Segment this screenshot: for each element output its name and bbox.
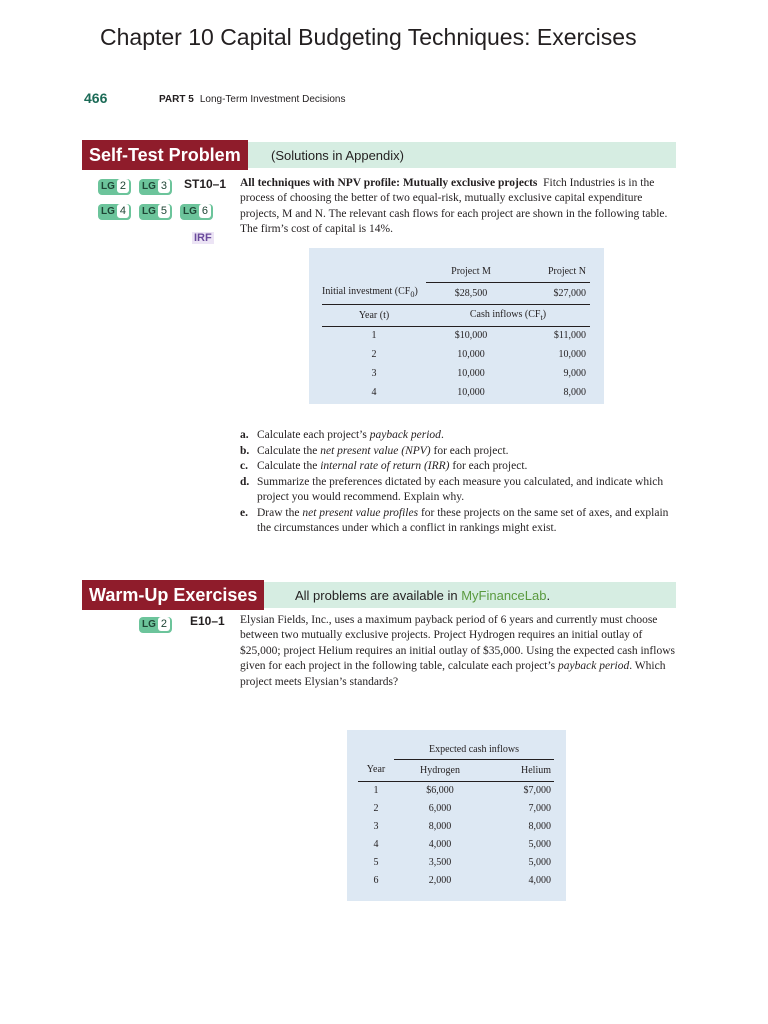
table-cell: 4 xyxy=(373,838,379,850)
table-cell: $10,000 xyxy=(454,330,488,342)
column-header: Project M xyxy=(451,266,491,278)
table-cell: 8,000 xyxy=(428,820,452,832)
column-group-header: Cash inflows $(CF_t)$ xyxy=(426,304,590,326)
table-cell: $27,000 xyxy=(516,282,590,304)
problem-code: E10–1 xyxy=(190,614,225,628)
warm-up-banner xyxy=(82,582,676,608)
table-cell: 7,000 xyxy=(528,802,551,814)
table-cell: 4,000 xyxy=(528,874,551,886)
table-cell: $7,000 xyxy=(523,784,551,796)
problem-code: ST10–1 xyxy=(184,177,227,191)
table-cell: 5,000 xyxy=(528,838,551,850)
self-test-title: Self-Test Problem xyxy=(82,140,248,170)
column-header: Hydrogen xyxy=(394,759,486,781)
table-cell: 3,500 xyxy=(428,856,452,868)
column-header: Helium xyxy=(486,759,554,781)
table-cell: $11,000 xyxy=(553,330,586,342)
table-cell: 10,000 xyxy=(558,349,586,360)
learning-goal-badge: LG 6 xyxy=(180,204,213,220)
part-label: PART 5 xyxy=(159,94,194,105)
cash-flow-table xyxy=(322,262,590,402)
learning-goal-badge: LG 5 xyxy=(139,204,172,220)
chapter-title: Chapter 10 Capital Budgeting Techniques: Exercises xyxy=(100,24,637,50)
row-label: Initial investment $(CF_0)$ xyxy=(322,286,418,300)
warm-up-title: Warm-Up Exercises xyxy=(82,580,264,610)
table-cell: 8,000 xyxy=(528,820,551,832)
problem-statement xyxy=(240,176,680,238)
problem-lead: All techniques with NPV profile: Mutually exclusive projects xyxy=(240,177,538,189)
irf-badge: IRF xyxy=(194,232,212,244)
problem-text: Fitch Industries is in the process of choosing the better of two equal-risk, mutually exclusive capital expenditure projects, M and N. The relevant cash flows for each project are shown in the following table. The firm’s cost of capital is 14%. xyxy=(240,177,668,236)
column-header: Project N xyxy=(547,266,586,278)
myfinancelab-brand: MyFinance xyxy=(461,588,525,603)
self-test-banner xyxy=(82,142,676,168)
question-item: c. Calculate the internal rate of return (IRR) for each project. xyxy=(240,460,528,472)
part-header xyxy=(159,94,345,105)
part-title: Long-Term Investment Decisions xyxy=(199,94,346,105)
table-cell: 3 xyxy=(373,820,379,832)
self-test-subtitle: (Solutions in Appendix) xyxy=(271,148,404,163)
question-item: a. Calculate each project’s payback period. xyxy=(240,429,444,441)
table-cell: 1 xyxy=(373,784,379,796)
table-cell: 2,000 xyxy=(428,874,452,886)
learning-goal-badge: LG 4 xyxy=(98,204,131,220)
table-cell: 10,000 xyxy=(457,349,485,360)
table-cell: 3 xyxy=(371,368,377,379)
column-group-header: Expected cash inflows xyxy=(394,741,554,759)
table-cell: 4,000 xyxy=(428,838,452,850)
table-cell: $6,000 xyxy=(426,784,454,796)
learning-goal-badge: LG 2 xyxy=(98,179,131,195)
cash-inflow-table xyxy=(358,741,554,889)
table-cell: 2 xyxy=(371,349,377,360)
warm-up-subtitle: All problems are available in MyFinanceLab. xyxy=(295,588,551,603)
row-label: Year (t) xyxy=(322,304,426,326)
question-item: b. Calculate the net present value (NPV) for each project. xyxy=(240,444,509,457)
table-cell: 1 xyxy=(371,330,377,342)
problem-statement: Elysian Fields, Inc., uses a maximum payback period of 6 years and currently must choose between two mutually exclusive projects. Project Hydrogen requires an initial outlay of $25,000; project Helium requires an initial outlay of $35,000. Using the expected cash inflows given for each project in the following table, calculate each project’s payback period. Which project meets Elysian’s standards? xyxy=(240,614,675,688)
table-cell: 9,000 xyxy=(563,368,586,379)
learning-goal-badge: LG 2 xyxy=(139,617,172,633)
table-cell: 10,000 xyxy=(457,368,485,379)
table-cell: 8,000 xyxy=(563,387,586,398)
learning-goal-badge: LG 3 xyxy=(139,179,172,195)
page-number: 466 xyxy=(84,90,108,106)
table-cell: 6,000 xyxy=(428,802,452,814)
table-cell: 5 xyxy=(373,856,379,868)
table-cell: $28,500 xyxy=(426,282,516,304)
question-item: e. Draw the net present value profiles for these projects on the same set of axes, and explain the circumstances under which a conflict in rankings might exist. xyxy=(240,506,669,534)
question-list xyxy=(240,428,680,537)
question-item: d. Summarize the preferences dictated by each measure you calculated, and indicate which project you would recommend. Explain why. xyxy=(240,475,664,503)
table-cell: 2 xyxy=(373,802,379,814)
table-cell: 6 xyxy=(373,874,379,886)
table-cell: 4 xyxy=(371,387,377,398)
table-cell: 5,000 xyxy=(528,856,551,868)
table-cell: 10,000 xyxy=(457,387,485,398)
column-header: Year xyxy=(358,759,394,781)
